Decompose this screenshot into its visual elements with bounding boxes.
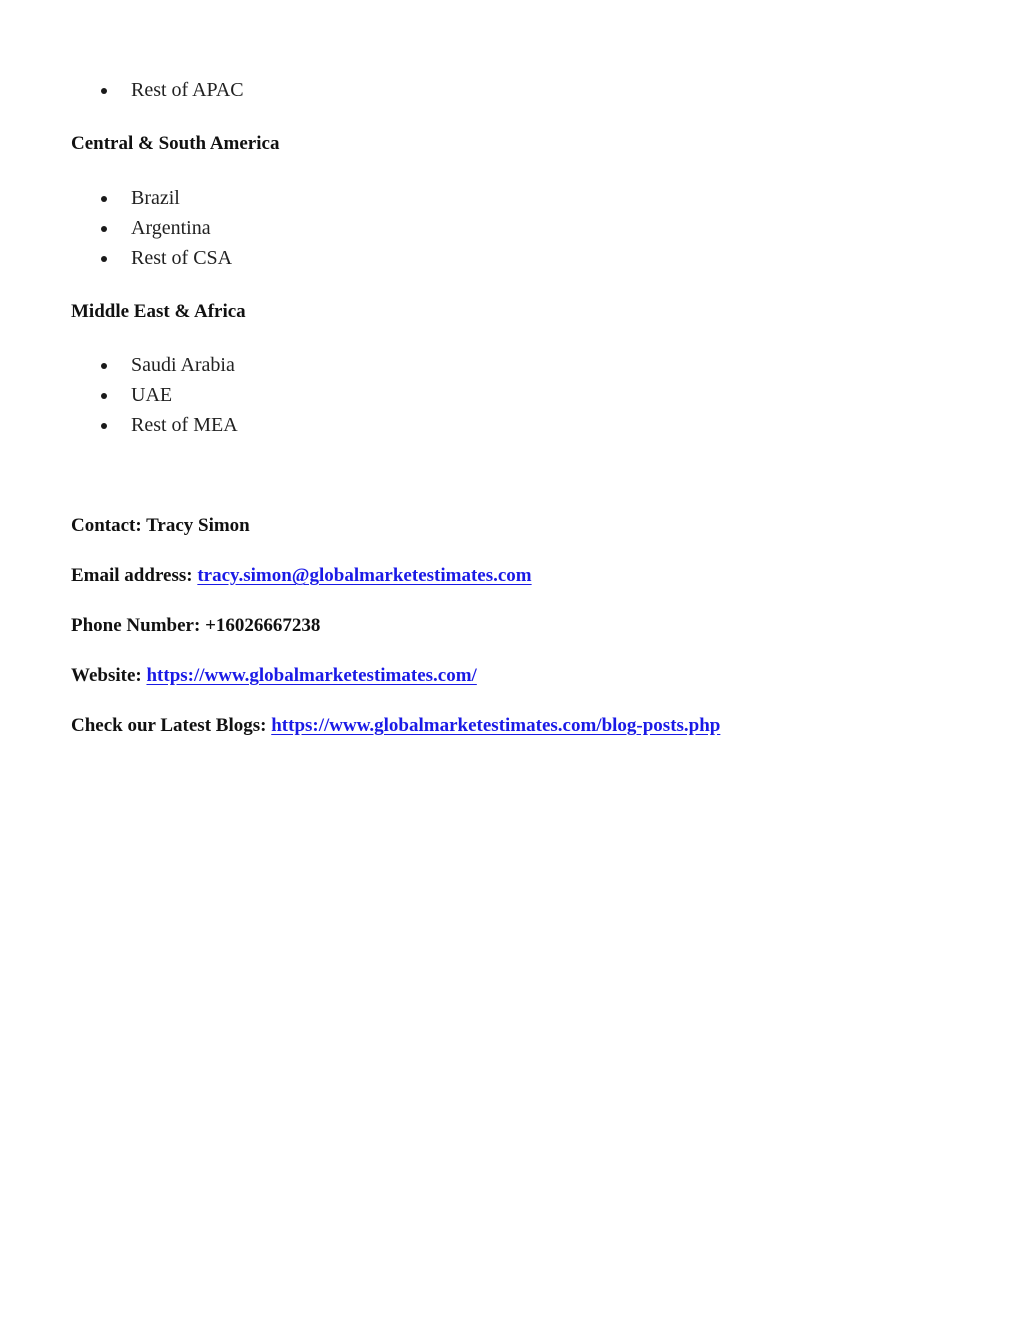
list-item-label: UAE xyxy=(131,384,173,406)
list-item-label: Brazil xyxy=(131,187,180,209)
contact-name-label: Contact: xyxy=(71,515,142,536)
blogs-link[interactable]: https://www.globalmarketestimates.com/blog-posts.php xyxy=(271,715,721,736)
list-item-label: Rest of MEA xyxy=(131,414,238,436)
contact-name-line xyxy=(71,513,250,539)
bullet-icon xyxy=(101,423,107,429)
phone-line xyxy=(71,613,320,639)
list-item-label: Saudi Arabia xyxy=(131,354,235,376)
list-item-label: Rest of CSA xyxy=(131,247,233,269)
website-label: Website: xyxy=(71,665,142,686)
bullet-icon xyxy=(101,363,107,369)
list-item-label: Rest of APAC xyxy=(131,79,244,101)
contact-name: Tracy Simon xyxy=(146,515,250,536)
bullet-icon xyxy=(101,196,107,202)
blogs-line xyxy=(71,713,720,739)
section-heading-csa: Central & South America xyxy=(71,133,280,154)
blogs-label: Check our Latest Blogs: xyxy=(71,715,267,736)
section-heading-mea: Middle East & Africa xyxy=(71,301,246,322)
email-link[interactable]: tracy.simon@globalmarketestimates.com xyxy=(197,565,532,586)
bullet-icon xyxy=(101,256,107,262)
website-line xyxy=(71,663,477,689)
phone-number: +16026667238 xyxy=(205,615,321,636)
bullet-icon xyxy=(101,88,107,94)
bullet-icon xyxy=(101,393,107,399)
list-item-label: Argentina xyxy=(131,217,211,239)
email-line xyxy=(71,563,532,589)
phone-label: Phone Number: xyxy=(71,615,201,636)
website-link[interactable]: https://www.globalmarketestimates.com/ xyxy=(146,665,477,686)
bullet-icon xyxy=(101,226,107,232)
email-label: Email address: xyxy=(71,565,193,586)
